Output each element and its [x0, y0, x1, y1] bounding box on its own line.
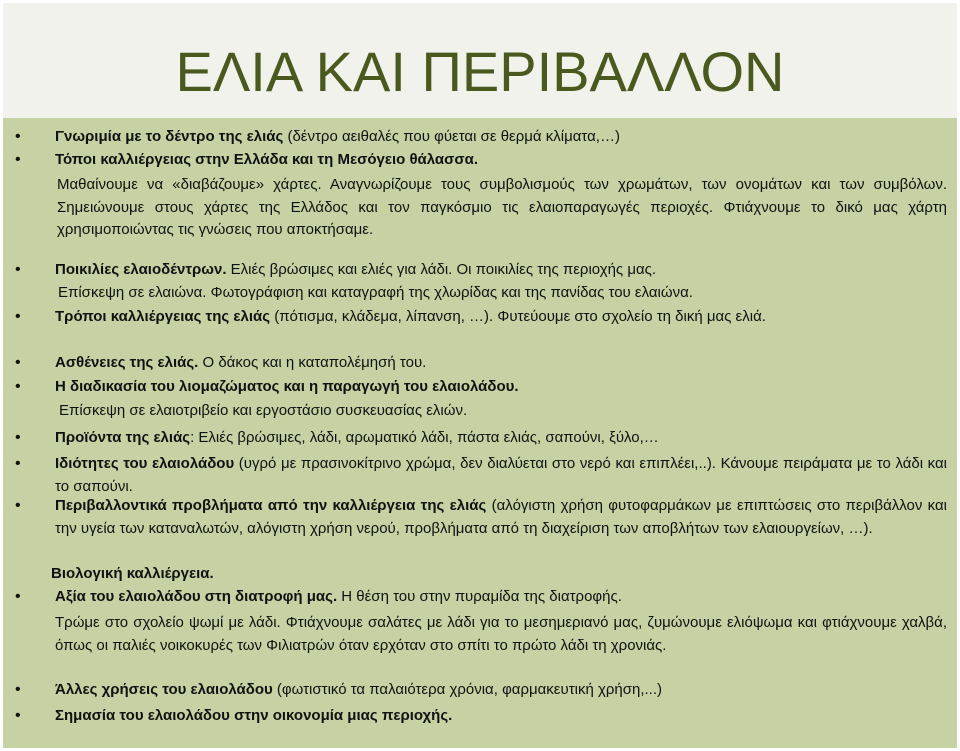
item-heading: Ιδιότητες του ελαιολάδου: [55, 455, 235, 472]
list-item: [55, 612, 947, 657]
item-heading: Σημασία του ελαιολάδου στην οικονομία μιας περιοχής.: [55, 707, 453, 724]
item-text: (αλόγιστη χρήση φυτοφαρμάκων με επιπτώσεις στο περιβάλλον και την υγεία των καταναλωτών, αλόγιστη χρήση νερού, προβλήματα από τη διαχείριση των αποβλήτων των ελαιουργείων, …).: [55, 497, 947, 537]
list-item: [58, 282, 950, 305]
list-item: [57, 174, 947, 242]
item-heading: Ασθένειες της ελιάς.: [55, 354, 199, 371]
list-item: [55, 453, 947, 498]
list-item: [55, 495, 947, 540]
item-heading: Περιβαλλοντικά προβλήματα από την καλλιέργεια της ελιάς: [55, 497, 487, 514]
list-item: [55, 126, 947, 149]
item-heading: Άλλες χρήσεις του ελαιολάδου: [55, 681, 273, 698]
list-item: [51, 563, 943, 586]
item-text: : Ελιές βρώσιμες, λάδι, αρωματικό λάδι, πάστα ελιάς, σαπούνι, ξύλο,…: [190, 429, 659, 446]
item-text: (πότισμα, κλάδεμα, λίπανση, …). Φυτεύουμε στο σχολείο τη δική μας ελιά.: [270, 308, 766, 325]
list-item: [55, 306, 947, 329]
list-item: [55, 376, 947, 399]
list-item: [55, 679, 947, 702]
list-item: [55, 149, 947, 172]
item-text: Ο δάκος και η καταπολέμησή του.: [198, 354, 427, 371]
item-heading: Τρόποι καλλιέργειας της ελιάς: [55, 308, 271, 325]
item-heading: Γνωριμία με το δέντρο της ελιάς: [55, 128, 284, 145]
list-item: [55, 259, 947, 282]
item-text: Επίσκεψη σε ελαιοτριβείο και εργοστάσιο συσκευασίας ελιών.: [59, 402, 468, 419]
item-text: Η θέση του στην πυραμίδα της διατροφής.: [337, 588, 622, 605]
list-item: [55, 586, 947, 609]
title-band: [3, 3, 957, 118]
item-text: Επίσκεψη σε ελαιώνα. Φωτογράφιση και καταγραφή της χλωρίδας και της πανίδας του ελαιώνα.: [58, 284, 693, 301]
content-area: [3, 118, 957, 748]
list-item: [55, 427, 947, 450]
item-heading: Βιολογική καλλιέργεια.: [51, 565, 214, 582]
item-text: Ελιές βρώσιμες και ελιές για λάδι. Οι ποικιλίες της περιοχής μας.: [226, 261, 657, 278]
list-item: [55, 352, 947, 375]
item-heading: Τόποι καλλιέργειας στην Ελλάδα και τη Μεσόγειο θάλασσα.: [55, 151, 479, 168]
slide: [3, 3, 957, 748]
slide-title: ΕΛΙΑ ΚΑΙ ΠΕΡΙΒΑΛΛΟΝ: [175, 40, 785, 103]
item-text: Μαθαίνουμε να «διαβάζουμε» χάρτες. Αναγνωρίζουμε τους συμβολισμούς των χρωμάτων, των ονομάτων και των συμβόλων. Σημειώνουμε στους χάρτες της Ελλάδος και τον παγκόσμιο τις ελαιοπαραγωγές περιοχές. Φτιάχνουμε το δικό μας χάρτη χρησιμοποιώντας τις γνώσεις που αποκτήσαμε.: [57, 176, 947, 239]
item-text: (δέντρο αειθαλές που φύεται σε θερμά κλίματα,…): [283, 128, 620, 145]
item-heading: Ποικιλίες ελαιοδέντρων.: [55, 261, 227, 278]
list-item: [59, 400, 951, 423]
item-heading: Η διαδικασία του λιομαζώματος και η παραγωγή του ελαιολάδου.: [55, 378, 519, 395]
list-item: [55, 705, 947, 728]
item-text: (φωτιστικό τα παλαιότερα χρόνια, φαρμακευτική χρήση,...): [272, 681, 662, 698]
item-text: (υγρό με πρασινοκίτρινο χρώμα, δεν διαλύεται στο νερό και επιπλέει,..). Κάνουμε πειράματα με το λάδι και το σαπούνι.: [55, 455, 947, 495]
item-heading: Προϊόντα της ελιάς: [55, 429, 191, 446]
item-heading: Αξία του ελαιολάδου στη διατροφή μας.: [55, 588, 338, 605]
item-text: Τρώμε στο σχολείο ψωμί με λάδι. Φτιάχνουμε σαλάτες με λάδι για το μεσημεριανό μας, ζυμώνουμε ελιόψωμα και φτιάχνουμε χαλβά, όπως οι παλιές νοικοκυρές των Φιλιατρών όταν ερχόταν στο σπίτι το πρώτο λάδι τη χρονιάς.: [55, 614, 947, 654]
